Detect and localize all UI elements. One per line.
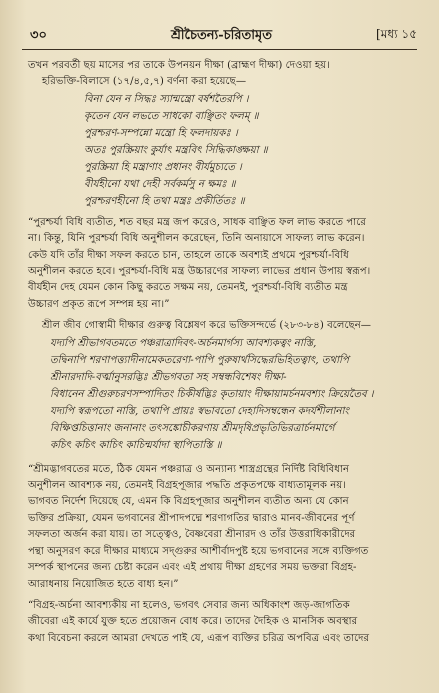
sanskrit-verse-1 <box>84 91 417 210</box>
verse-line: বিধানেন শ্রীগুরুচরণসম্পাদিতং চিকীর্ষদ্ভিঃ কৃতায়াং দীক্ষায়ামর্চনমবশ্যং ক্রিয়েতৈব । <box>50 388 374 400</box>
verse-line: তদ্বিনাপি শরণাপত্ত্যাদীনামেকতরেণা-পাপি পুরুষার্থসিদ্ধেরভিহিতত্বাৎ, তথাপি <box>50 354 349 366</box>
quote-line: “বিগ্রহ-অর্চনা আবশ্যকীয় না হলেও, ভগবৎ সেবার জন্য অধিকাংশ জড়-জাগতিক <box>28 599 350 611</box>
sanskrit-verse-2 <box>50 335 417 454</box>
quote-line: না। কিন্তু, যিনি পুরশ্চর্যা বিধি অনুশীলন করেছেন, তিনি অনায়াসে সাফল্য লাভ করেন। <box>28 233 365 245</box>
quote-line: পন্থা অনুসরণ করে দীক্ষার মাধ্যমে সদ্গুরুর আশীর্বাদপুষ্ট হয়ে ভগবানের সঙ্গে ব্যক্তিগত <box>28 545 369 557</box>
verse-line: কৃতেন যেন লভতে সাধকো বাঞ্ছিতং ফলম্ ॥ <box>84 110 259 122</box>
quote-line: ভাগবত নির্দেশ দিয়েছে যে, এমন কি বিগ্রহপূজার অনুশীলন ব্যতীত অন্য যে কোন <box>28 496 349 508</box>
intro-line-2: হরিভক্তি-বিলাসে (১৭/৪,৫,৭) বর্ণনা করা হয়েছে— <box>42 76 247 88</box>
verse-line: শ্রীনারদাদি-বর্ত্মানুসরদ্ভিঃ শ্রীভগবতা সহ সম্বন্ধবিশেষং দীক্ষা- <box>50 371 287 383</box>
translation-quote-1 <box>28 215 417 313</box>
quote-line: উচ্চারণ প্রকৃত রূপে সম্পন্ন হয় না।” <box>28 298 170 310</box>
verse-line: বিক্ষিপ্তচিত্তানাং জনানাং তৎসঙ্কোচীকরণায় শ্রীমদৃষিপ্রভৃতিভিরত্রার্চনমার্গে <box>50 422 335 434</box>
quote-line: আরাধনায় নিয়োজিত হতে বাধ্য হন।” <box>28 578 179 590</box>
running-title: শ্রীচৈতন্য-চরিতামৃত <box>170 28 273 43</box>
verse-line: পুরশ্চরণহীনো হি তথা মন্ত্রঃ প্রকীর্তিতঃ ॥ <box>84 195 245 207</box>
intro-line: তখন পরবর্তী ছয় মাসের পর তাকে উপনয়ন দীক্ষা (ব্রাহ্মণ দীক্ষা) দেওয়া হয়। <box>28 60 330 71</box>
quote-line: অনুশীলন করতে হবে। পুরশ্চর্যা-বিধি মন্ত্র উচ্চারণের সাফল্য লাভের প্রধান উপায় স্বরূপ। <box>28 266 371 278</box>
verse-line: বীর্যহীনো যথা দেহী সর্বকর্মসু ন ক্ষমঃ ॥ <box>84 178 236 190</box>
verse-line: কচিৎ কচিৎ কাচিৎ কাচিন্মর্যাদা স্থাপিতাস্তি ॥ <box>50 439 222 451</box>
verse-line: বিনা যেন ন সিদ্ধঃ স্যান্মন্ত্রো বর্ষশতৈরপি । <box>84 93 249 105</box>
translation-quote-2 <box>28 462 417 593</box>
paragraph-jiva-gosvami: শ্রীল জীব গোস্বামী দীক্ষার গুরুত্ব বিশ্লেষণ করে ভক্তিসন্দর্ভে (২৮৩-৮৪) বলেছেন— <box>42 320 371 332</box>
page-header <box>22 26 421 48</box>
verse-line: পুরস্ক্রিয়া হি মন্ত্রাণাং প্রধানং বীর্যমুচ্যতে । <box>84 161 242 173</box>
quote-line: কথা বিবেচনা করলে আমরা দেখতে পাই যে, এরূপ ব্যক্তির চরিত্র অপবিত্র এবং তাদের <box>28 632 370 644</box>
page-number: ৩০ <box>30 28 47 43</box>
header-rule <box>22 49 417 50</box>
quote-line: “শ্রীমদ্ভাগবতের মতে, ঠিক যেমন পঞ্চরাত্র ও অন্যান্য শাস্ত্রগ্রন্থের নির্দিষ্ট বিধিবিধান <box>28 463 350 475</box>
verse-line: পুরশ্চরণ-সম্পন্নো মন্ত্রো হি ফলদায়কঃ । <box>84 127 238 139</box>
verse-line: অতঃ পুরস্ক্রিয়াং কুর্যাৎ মন্ত্রবিৎ সিদ্ধিকাঙ্ক্ষয়া ॥ <box>84 144 268 156</box>
quote-line: সম্পর্ক স্থাপনের জন্য চেষ্টা করেন এবং এই প্রথায় দীক্ষা গ্রহণের সময় ভক্তরা বিগ্রহ- <box>28 562 357 574</box>
quote-line: কেউ যদি তাঁর দীক্ষা সফল করতে চান, তাহলে তাকে অবশ্যই প্রথমে পুরশ্চর্যা-বিধি <box>28 249 349 261</box>
quote-line: ভক্তির প্রক্রিয়া, যেমন ভগবানের শ্রীপাদপদ্মে শরণাগতির দ্বারাও মানব-জীবনের পূর্ণ <box>28 512 355 524</box>
quote-line: জীবেরা এই কার্যে যুক্ত হতে প্রয়োজন বোধ করে। তাদের দৈহিক ও মানসিক অবস্থার <box>28 616 358 628</box>
quote-line: অনুশীলন আবশ্যক নয়, তেমনই বিগ্রহপূজার পদ্ধতি প্রকৃতপক্ষে বাধ্যতামূলক নয়। <box>28 480 346 492</box>
quote-line: “পুরশ্চর্যা বিধি ব্যতীত, শত বছর মন্ত্র জপ করেও, সাধক বাঞ্ছিত ফল লাভ করতে পারে <box>28 216 366 228</box>
verse-line: যদ্যপি শ্রীভাগবতমতে পঞ্চরাত্রাদিবৎ-অর্চনমার্গস্য আবশ্যকত্বং নাস্তি, <box>50 337 317 349</box>
page-body <box>28 58 417 687</box>
quote-line: বীর্যহীন দেহ যেমন কোন কিছু করতে সক্ষম নয়, তেমনই, পুরশ্চর্যা-বিধি ব্যতীত মন্ত্র <box>28 282 348 294</box>
verse-line: যদ্যপি স্বরূপতো নাস্তি, তথাপি প্রায়ঃ স্বভাবতো দেহাদিসম্বন্ধেন কদর্যশীলানাং <box>50 405 349 417</box>
section-label: [মধ্য ১৫ <box>376 27 417 41</box>
translation-quote-3 <box>28 598 417 647</box>
quote-line: সফলতা অর্জন করা যায়। তা সত্ত্বেও, বৈষ্ণবেরা শ্রীনারদ ও তাঁর উত্তরাধিকারীদের <box>28 529 356 541</box>
